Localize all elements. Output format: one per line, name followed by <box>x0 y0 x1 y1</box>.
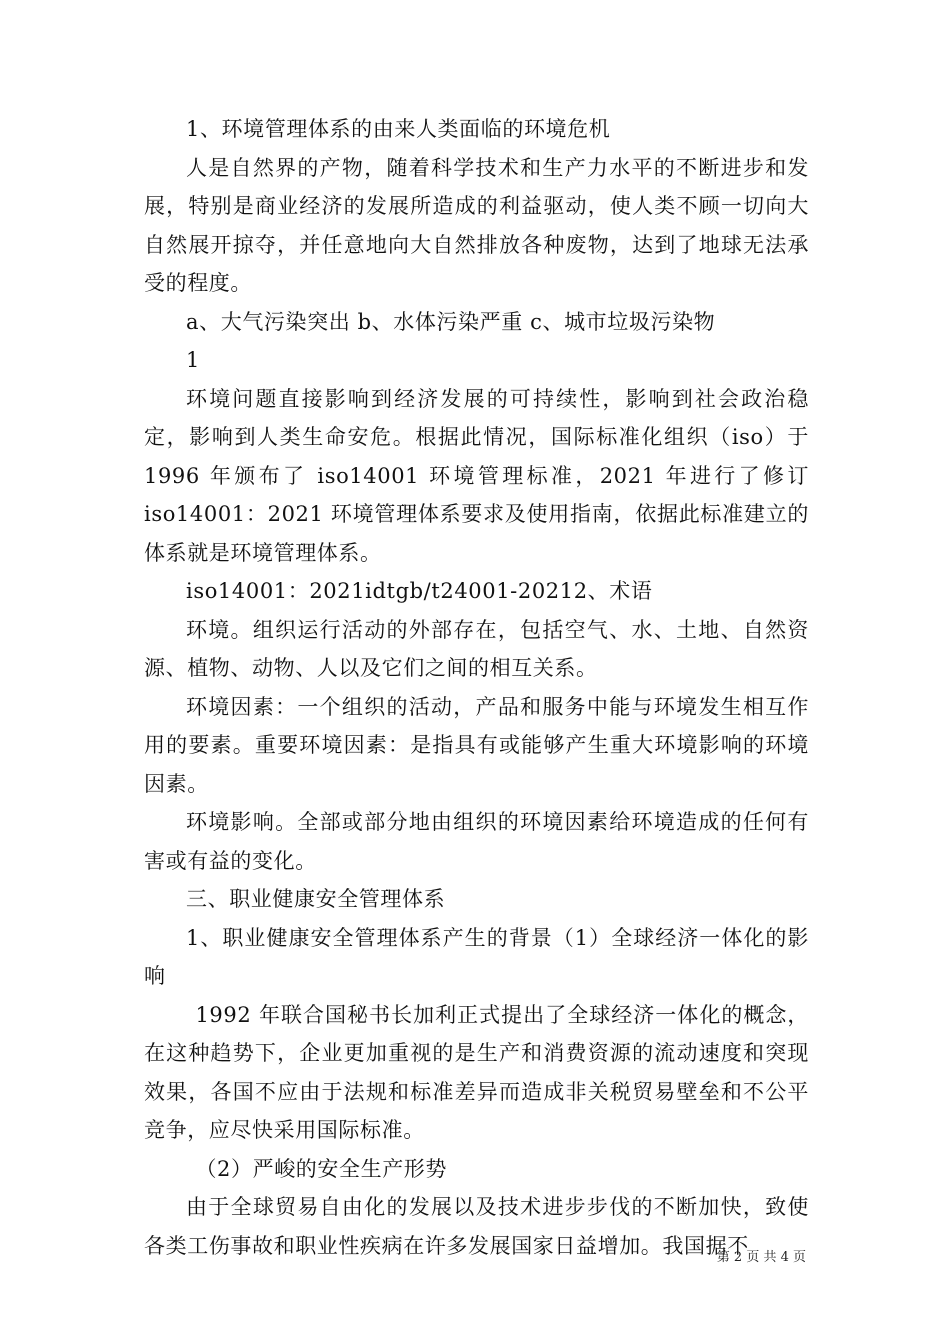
heading-ohs-management: 三、职业健康安全管理体系 <box>186 887 446 911</box>
paragraph-iso-standard: iso14001：2021idtgb/t24001-20212、术语 <box>186 579 653 603</box>
paragraph-env-impact: 环境影响。全部或部分地由组织的环境因素给环境造成的任何有害或有益的变化。 <box>144 810 809 873</box>
paragraph-pollution-list: a、大气污染突出 b、水体污染严重 c、城市垃圾污染物 <box>186 309 716 334</box>
paragraph-environment-definition: 环境。组织运行活动的外部存在，包括空气、水、土地、自然资源、植物、动物、人以及它们之间的相互关系。 <box>144 617 809 680</box>
heading-env-management-origin: 1、环境管理体系的由来人类面临的环境危机 <box>186 117 611 141</box>
document-body <box>144 110 809 1265</box>
paragraph-trade-liberalization: 由于全球贸易自由化的发展以及技术进步步伐的不断加快，致使各类工伤事故和职业性疾病在许多发展国家日益增加。我国据不 <box>144 1195 809 1258</box>
heading-safety-situation: （2）严峻的安全生产形势 <box>195 1156 447 1181</box>
paragraph-env-issues: 环境问题直接影响到经济发展的可持续性，影响到社会政治稳定，影响到人类生命安危。根据此情况，国际标准化组织（iso）于1996 年颁布了 iso14001 环境管理标准，2021 年进行了修订iso14001：2021 环境管理体系要求及使用指南，依据此标准建立的体系就是环境管理体系。 <box>144 386 809 565</box>
paragraph-globalization: 1992 年联合国秘书长加利正式提出了全球经济一体化的概念，在这种趋势下，企业更加重视的是生产和消费资源的流动速度和突现效果，各国不应由于法规和标准差异而造成非关税贸易壁垒和不公平竞争，应尽快采用国际标准。 <box>144 1002 809 1142</box>
heading-ohs-background: 1、职业健康安全管理体系产生的背景（1）全球经济一体化的影响 <box>144 925 809 988</box>
paragraph-number: 1 <box>186 348 200 372</box>
page-number-footer: 第 2 页 共 4 页 <box>716 1250 806 1265</box>
paragraph-human-nature: 人是自然界的产物，随着科学技术和生产力水平的不断进步和发展，特别是商业经济的发展所造成的利益驱动，使人类不顾一切向大自然展开掠夺，并任意地向大自然排放各种废物，达到了地球无法承受的程度。 <box>144 155 809 295</box>
paragraph-env-factors: 环境因素：一个组织的活动，产品和服务中能与环境发生相互作用的要素。重要环境因素：是指具有或能够产生重大环境影响的环境因素。 <box>144 694 809 796</box>
